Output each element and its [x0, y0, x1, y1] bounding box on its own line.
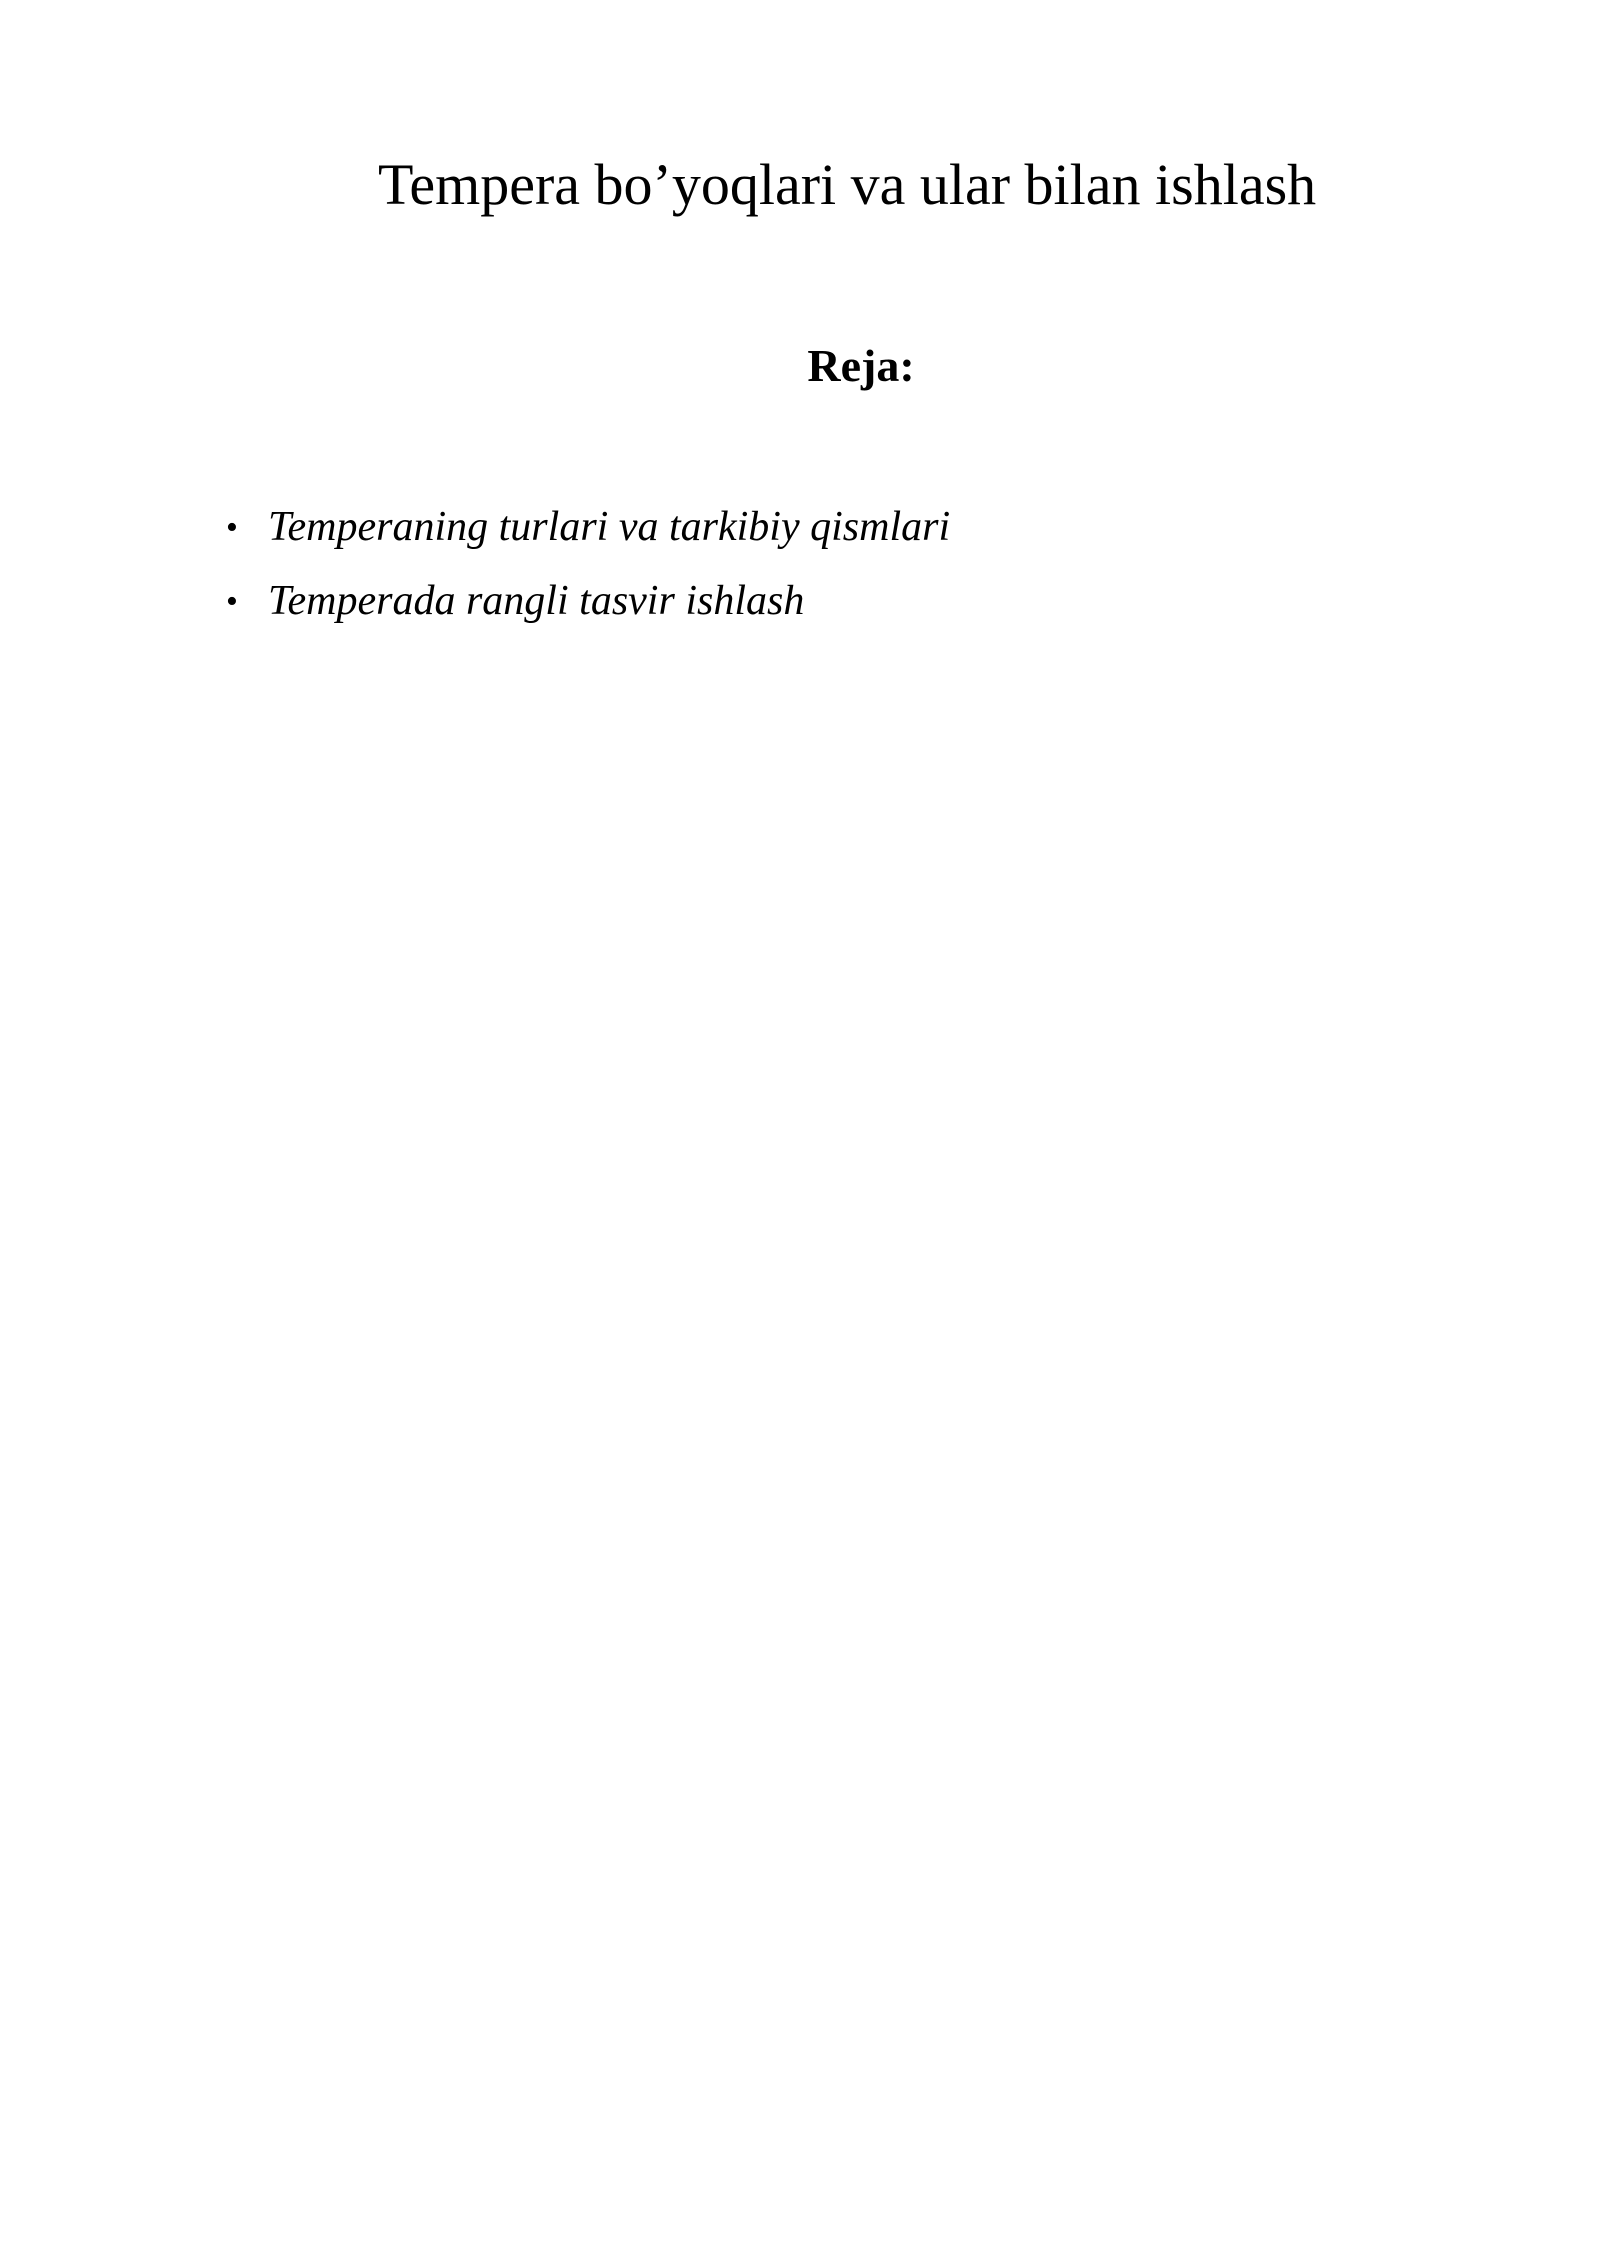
document-title: Tempera bo’yoqlari va ular bilan ishlash: [378, 152, 1317, 217]
plan-item-2: [226, 576, 950, 650]
bullet-icon: •: [226, 583, 238, 620]
bullet-icon: •: [226, 509, 238, 546]
plan-heading: Reja:: [807, 340, 915, 391]
plan-list: [226, 502, 950, 650]
plan-item-text: Temperaning turlari va tarkibiy qismlari: [268, 504, 951, 550]
plan-item-1: [226, 502, 950, 576]
plan-item-text: Temperada rangli tasvir ishlash: [268, 578, 805, 624]
